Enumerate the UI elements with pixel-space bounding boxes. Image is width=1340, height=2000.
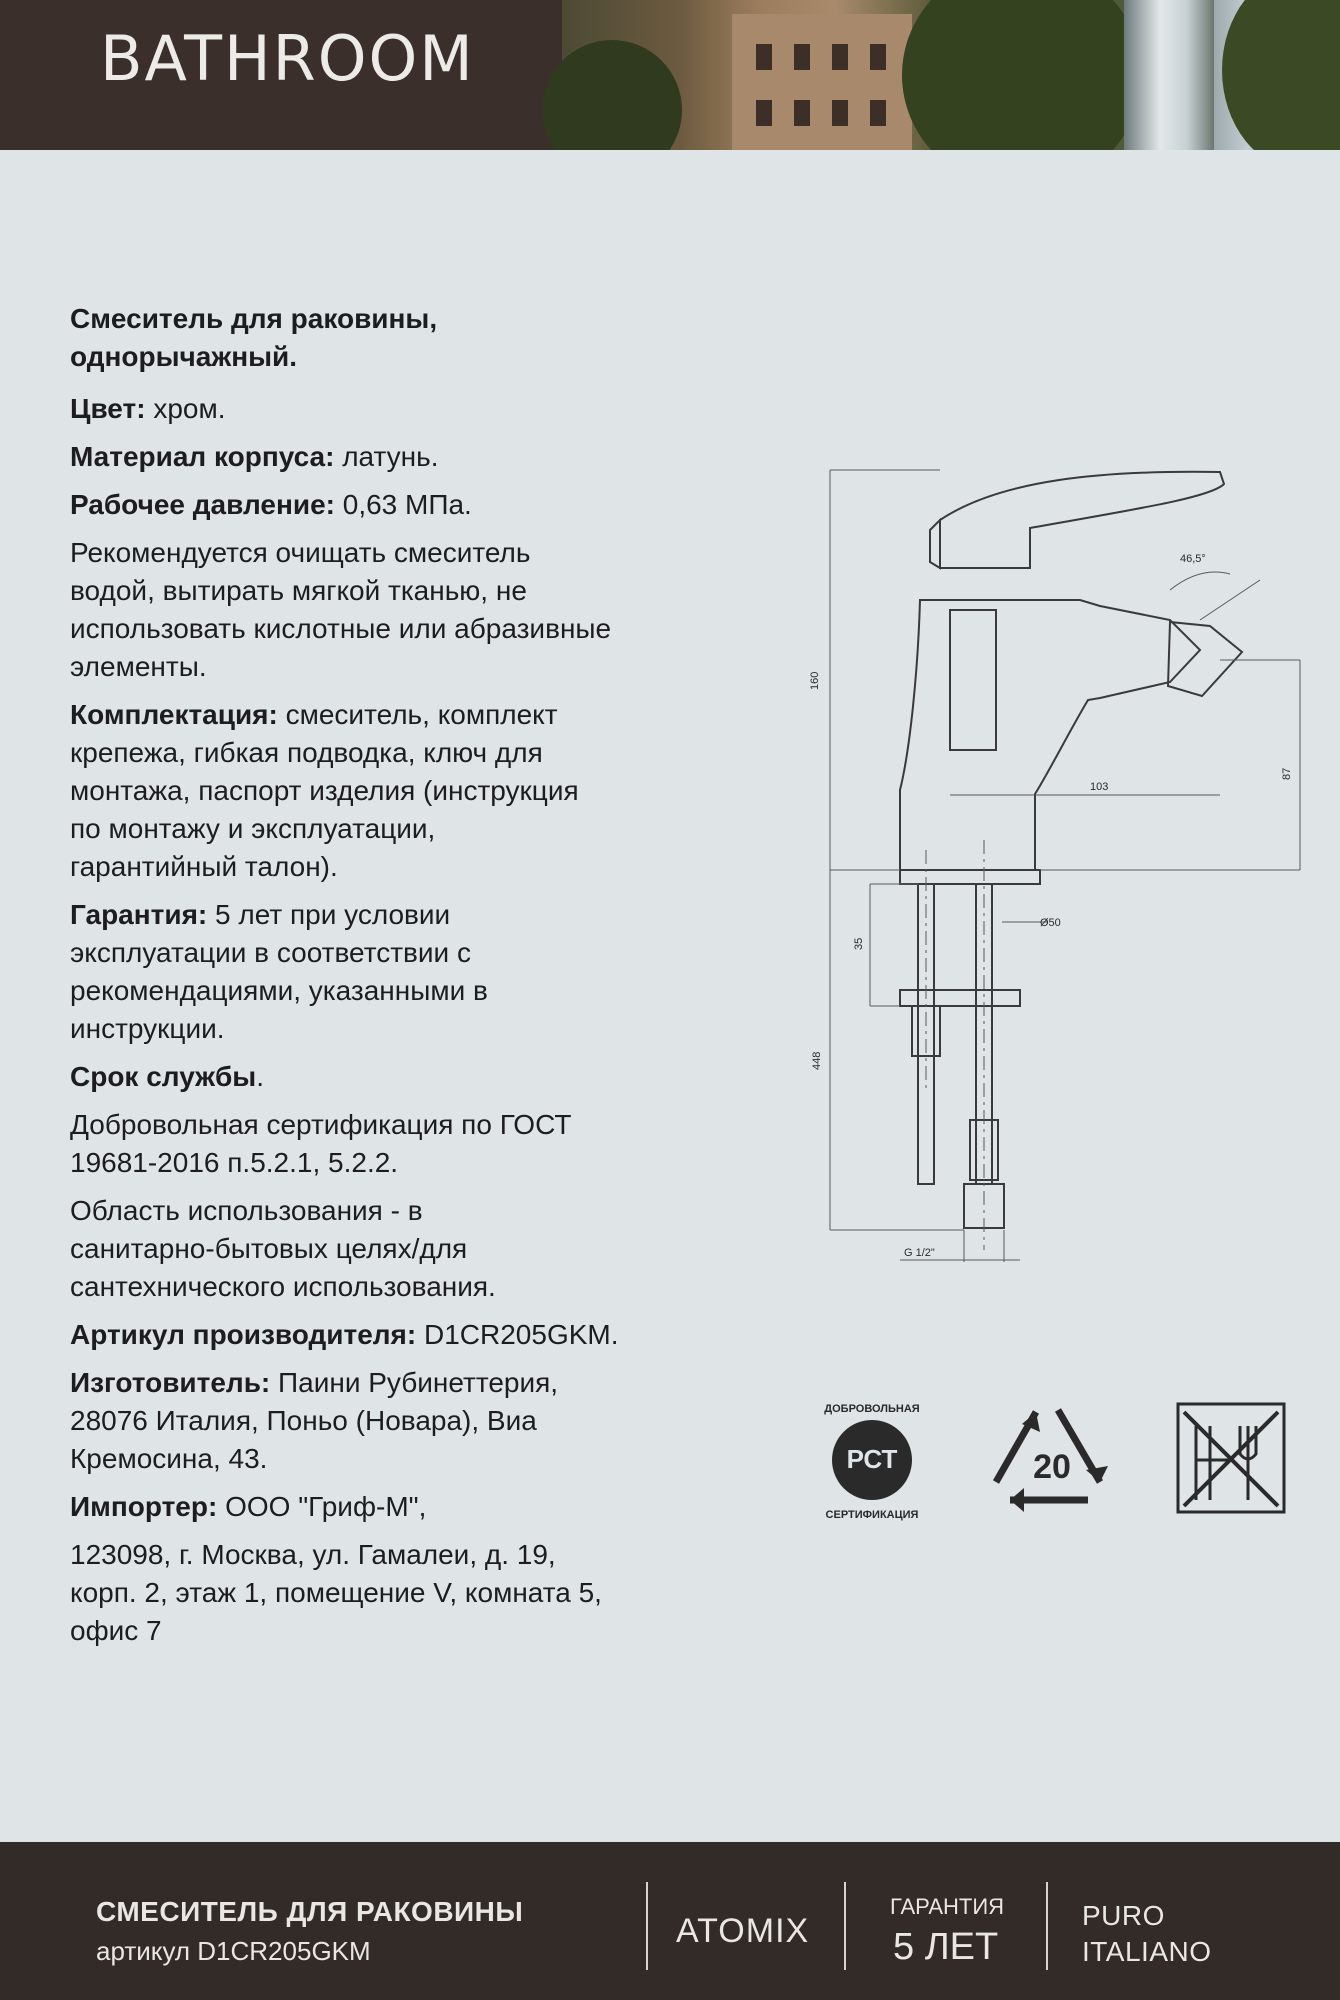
spec-label: Рабочее давление: xyxy=(70,489,335,520)
recycle-code: 20 xyxy=(1033,1448,1071,1486)
spec-value: ООО "Гриф-М", xyxy=(217,1491,427,1522)
text-line: использовать кислотные или абразивные xyxy=(70,613,612,644)
text-line: Кремосина, 43. xyxy=(70,1443,268,1474)
photo-tree xyxy=(1222,0,1340,170)
spec-certification xyxy=(70,1106,720,1182)
spec-text xyxy=(70,300,720,1660)
spec-label: Срок службы xyxy=(70,1061,257,1092)
text-line: Паини Рубинеттерия, xyxy=(270,1367,559,1398)
spec-article xyxy=(70,1316,720,1354)
header-title: BATHROOM xyxy=(100,22,475,95)
faucet-technical-drawing xyxy=(800,450,1320,1290)
footer-brand: ATOMIX xyxy=(676,1912,810,1950)
text-line: 19681-2016 п.5.2.1, 5.2.2. xyxy=(70,1147,399,1178)
spec-label: Изготовитель: xyxy=(70,1367,271,1398)
text-line: смеситель, комплект xyxy=(277,699,558,730)
text-line: инструкции. xyxy=(70,1013,225,1044)
footer-warranty-label: ГАРАНТИЯ xyxy=(890,1894,1005,1919)
text-line: Добровольная сертификация по ГОСТ xyxy=(70,1109,572,1140)
spec-usage xyxy=(70,1192,720,1306)
text-line: Область использования - в xyxy=(70,1195,423,1226)
dim-label-hose: 448 xyxy=(811,1051,823,1070)
spec-label: Материал корпуса: xyxy=(70,441,335,472)
text-line: офис 7 xyxy=(70,1615,162,1646)
text-line: крепежа, гибкая подводка, ключ для xyxy=(70,737,543,768)
footer-warranty-value: 5 ЛЕТ xyxy=(893,1926,999,1968)
spec-importer-address xyxy=(70,1536,720,1650)
footer-slogan-line: PURO xyxy=(1082,1900,1165,1931)
faucet-lever-side xyxy=(930,520,940,568)
text-line: санитарно-бытовых целях/для xyxy=(70,1233,468,1264)
text-line: водой, вытирать мягкой тканью, не xyxy=(70,575,527,606)
text-line: элементы. xyxy=(70,651,207,682)
text-line: эксплуатации в соответствии с xyxy=(70,937,471,968)
footer-bar xyxy=(0,1842,1340,2000)
certification-seal-icon xyxy=(824,1403,920,1521)
footer-divider xyxy=(646,1882,648,1970)
text-line: по монтажу и эксплуатации, xyxy=(70,813,436,844)
footer-article: артикул D1CR205GKM xyxy=(96,1936,371,1966)
faucet-spout xyxy=(1168,622,1242,696)
text-line: монтажа, паспорт изделия (инструкция xyxy=(70,775,579,806)
spec-warranty xyxy=(70,896,720,1048)
spec-importer xyxy=(70,1488,720,1526)
spec-value: латунь. xyxy=(334,441,439,472)
footer-product: СМЕСИТЕЛЬ ДЛЯ РАКОВИНЫ xyxy=(96,1896,524,1927)
dim-label-thread: G 1/2" xyxy=(904,1247,935,1259)
spec-value: . xyxy=(256,1061,264,1092)
not-food-contact-icon xyxy=(1178,1404,1284,1512)
spec-kit xyxy=(70,696,720,886)
cert-bottom-text: СЕРТИФИКАЦИЯ xyxy=(825,1509,919,1521)
photo-building xyxy=(732,14,912,150)
faucet-body-panel xyxy=(950,610,996,750)
spec-label: Импортер: xyxy=(70,1491,218,1522)
footer-slogan-line: ITALIANO xyxy=(1082,1936,1212,1967)
dim-label-mount: 35 xyxy=(853,937,865,950)
spec-label: Цвет: xyxy=(70,393,146,424)
spec-lifetime xyxy=(70,1058,720,1096)
info-panel xyxy=(0,150,1340,1842)
dim-label-base: Ø50 xyxy=(1040,917,1061,929)
spec-label: Артикул производителя: xyxy=(70,1319,417,1350)
text-line: сантехнического использования. xyxy=(70,1271,496,1302)
spec-material xyxy=(70,438,720,476)
text-line: гарантийный талон). xyxy=(70,851,338,882)
product-title-line: Смеситель для раковины, xyxy=(70,303,438,334)
dim-label-angle: 46,5° xyxy=(1180,553,1206,565)
footer-divider xyxy=(1046,1882,1048,1970)
product-title xyxy=(70,300,720,376)
spec-care xyxy=(70,534,720,686)
spec-pressure xyxy=(70,486,720,524)
footer-slogan xyxy=(1082,1898,1212,1970)
dim-line xyxy=(1200,580,1260,620)
text-line: 5 лет при условии xyxy=(207,899,451,930)
cert-mark: РСТ xyxy=(846,1444,898,1474)
photo-waterfall xyxy=(1124,0,1214,150)
header-photo xyxy=(562,0,1340,150)
spec-value: D1CR205GKM. xyxy=(416,1319,619,1350)
faucet-base xyxy=(900,870,1040,884)
spec-value: хром. xyxy=(145,393,226,424)
spec-manufacturer xyxy=(70,1364,720,1478)
recycling-icon xyxy=(996,1410,1108,1512)
product-title-line: однорычажный. xyxy=(70,341,298,372)
dim-label-reach: 103 xyxy=(1090,781,1109,793)
spec-label: Гарантия: xyxy=(70,899,208,930)
spec-label: Комплектация: xyxy=(70,699,278,730)
spec-color xyxy=(70,390,720,428)
text-line: 28076 Италия, Поньо (Новара), Виа xyxy=(70,1405,537,1436)
text-line: Рекомендуется очищать смеситель xyxy=(70,537,531,568)
spec-value: 0,63 МПа. xyxy=(334,489,472,520)
marking-icons xyxy=(800,1390,1300,1530)
text-line: корп. 2, этаж 1, помещение V, комната 5, xyxy=(70,1577,602,1608)
text-line: рекомендациями, указанными в xyxy=(70,975,488,1006)
text-line: 123098, г. Москва, ул. Гамалеи, д. 19, xyxy=(70,1539,556,1570)
dim-arc xyxy=(1170,572,1230,590)
footer-divider xyxy=(844,1882,846,1970)
cert-top-text: ДОБРОВОЛЬНАЯ xyxy=(824,1403,920,1415)
faucet-body xyxy=(900,600,1200,870)
dim-label-spout: 87 xyxy=(1281,767,1293,780)
dim-label-height: 160 xyxy=(809,671,821,690)
